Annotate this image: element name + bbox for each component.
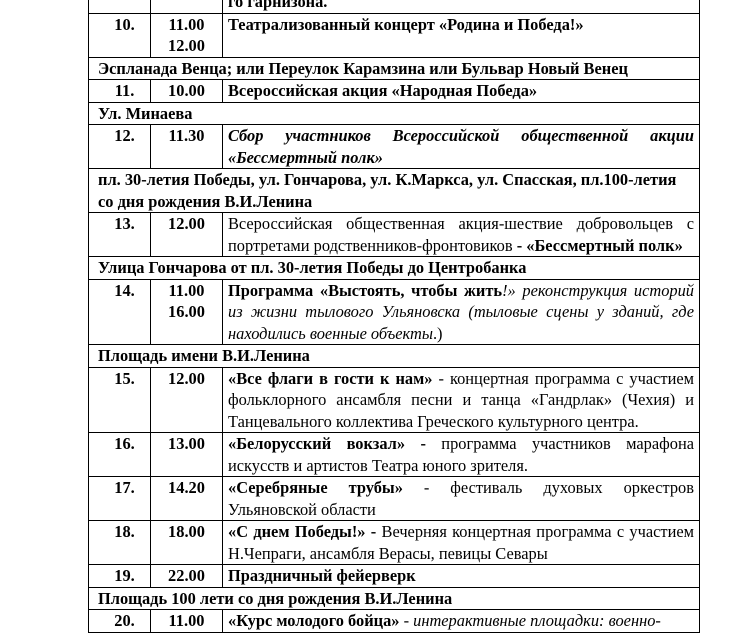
table-row xyxy=(89,125,700,169)
item-number: 17. xyxy=(89,477,151,521)
event-text: программа участников марафона искусств и артистов Театра юного зрителя. xyxy=(228,434,694,475)
time-value: 13.00 xyxy=(168,434,205,453)
event-text: «Серебряные трубы» xyxy=(228,478,403,497)
item-number: 16. xyxy=(89,433,151,477)
item-number: 11. xyxy=(89,80,151,103)
time-value: 14.20 xyxy=(168,478,205,497)
event-description xyxy=(223,80,700,103)
event-description xyxy=(223,279,700,345)
item-time xyxy=(151,565,223,588)
time-value: 12.00 xyxy=(168,214,205,233)
event-description xyxy=(223,125,700,169)
event-description xyxy=(223,0,700,13)
event-text: - концертная программа с участием фольклорного ансамбля песни и танца «Гандрлак» (Чехия) и Танцевального коллектива Греческого культурного центра. xyxy=(228,368,694,431)
item-number: 12. xyxy=(89,125,151,169)
table-row xyxy=(89,13,700,57)
item-time xyxy=(151,610,223,633)
event-text: !» реконструкция историй из жизни тылового Ульяновска (тыловые сцены у зданий, где находились военные объекты xyxy=(228,280,694,343)
time-value: 16.00 xyxy=(168,302,205,321)
item-time xyxy=(151,80,223,103)
item-number: 13. xyxy=(89,213,151,257)
item-number: 15. xyxy=(89,367,151,433)
table-row xyxy=(89,610,700,633)
time-value: 11.00 xyxy=(168,280,205,300)
schedule-body xyxy=(89,0,700,632)
event-description xyxy=(223,213,700,257)
item-number: 20. xyxy=(89,610,151,633)
item-time xyxy=(151,477,223,521)
time-value: 11.00 xyxy=(168,14,205,34)
section-heading: Ул. Минаева xyxy=(89,102,700,125)
section-row xyxy=(89,345,700,368)
table-row xyxy=(89,213,700,257)
event-text: Вечерняя концертная программа с участием Н.Чепраги, ансамбля Верасы, певицы Севары xyxy=(228,522,694,563)
time-value: 10.00 xyxy=(168,81,205,100)
item-time xyxy=(151,0,223,13)
table-row xyxy=(89,0,700,13)
table-row xyxy=(89,367,700,433)
item-time xyxy=(151,213,223,257)
section-row xyxy=(89,257,700,280)
section-heading: Эспланада Венца; или Переулок Карамзина или Бульвар Новый Венец xyxy=(89,57,700,80)
schedule-table xyxy=(88,0,700,633)
event-text: «Белорусский вокзал» - xyxy=(228,434,426,453)
section-row xyxy=(89,57,700,80)
item-number xyxy=(89,0,151,13)
table-row xyxy=(89,433,700,477)
item-time xyxy=(151,521,223,565)
item-number: 18. xyxy=(89,521,151,565)
section-row xyxy=(89,169,700,213)
event-description xyxy=(223,610,700,633)
event-text: - интерактивные площадки: военно- xyxy=(399,611,661,630)
table-row xyxy=(89,279,700,345)
event-text: Программа «Выстоять, чтобы жить xyxy=(228,280,503,300)
time-value: 11.30 xyxy=(168,126,205,145)
event-description xyxy=(223,565,700,588)
section-heading: Улица Гончарова от пл. 30-летия Победы до Центробанка xyxy=(89,257,700,280)
event-text: го гарнизона. xyxy=(228,0,328,11)
time-value: 18.00 xyxy=(168,522,205,541)
item-time xyxy=(151,13,223,57)
item-number: 10. xyxy=(89,13,151,57)
event-text: .) xyxy=(432,323,443,343)
event-text: «С днем Победы!» - xyxy=(228,522,377,541)
table-row xyxy=(89,477,700,521)
item-time xyxy=(151,367,223,433)
time-value: 11.00 xyxy=(168,611,205,630)
item-time xyxy=(151,125,223,169)
section-heading: Площадь имени В.И.Ленина xyxy=(89,345,700,368)
time-value: 22.00 xyxy=(168,566,205,585)
section-heading: пл. 30-летия Победы, ул. Гончарова, ул. К.Маркса, ул. Спасская, пл.100-летия со дня рождения В.И.Ленина xyxy=(89,169,700,213)
item-number: 19. xyxy=(89,565,151,588)
time-value: 12.00 xyxy=(168,36,205,55)
item-time xyxy=(151,433,223,477)
section-row xyxy=(89,587,700,610)
section-heading: Площадь 100 лети со дня рождения В.И.Ленина xyxy=(89,587,700,610)
event-text: Сбор участников Всероссийской общественной акции «Бессмертный полк» xyxy=(228,126,694,167)
event-description xyxy=(223,367,700,433)
item-number: 14. xyxy=(89,279,151,345)
event-description xyxy=(223,477,700,521)
event-text: - фестиваль духовых оркестров Ульяновской области xyxy=(228,478,694,519)
event-description xyxy=(223,433,700,477)
event-text: Праздничный фейерверк xyxy=(228,566,416,585)
item-time xyxy=(151,279,223,345)
event-text: - «Бессмертный полк» xyxy=(516,235,683,255)
event-text: Театрализованный концерт «Родина и Победа!» xyxy=(228,14,584,34)
event-description xyxy=(223,521,700,565)
section-row xyxy=(89,102,700,125)
event-text: «Курс молодого бойца» xyxy=(228,611,400,630)
event-description xyxy=(223,13,700,57)
event-text: «Все флаги в гости к нам» xyxy=(228,368,433,388)
table-row xyxy=(89,521,700,565)
event-text: Всероссийская общественная акция-шествие добровольцев с портретами родственников-фронтовиков xyxy=(228,214,694,255)
event-text: Всероссийская акция «Народная Победа» xyxy=(228,81,538,100)
table-row xyxy=(89,80,700,103)
table-row xyxy=(89,565,700,588)
time-value: 12.00 xyxy=(168,368,205,388)
